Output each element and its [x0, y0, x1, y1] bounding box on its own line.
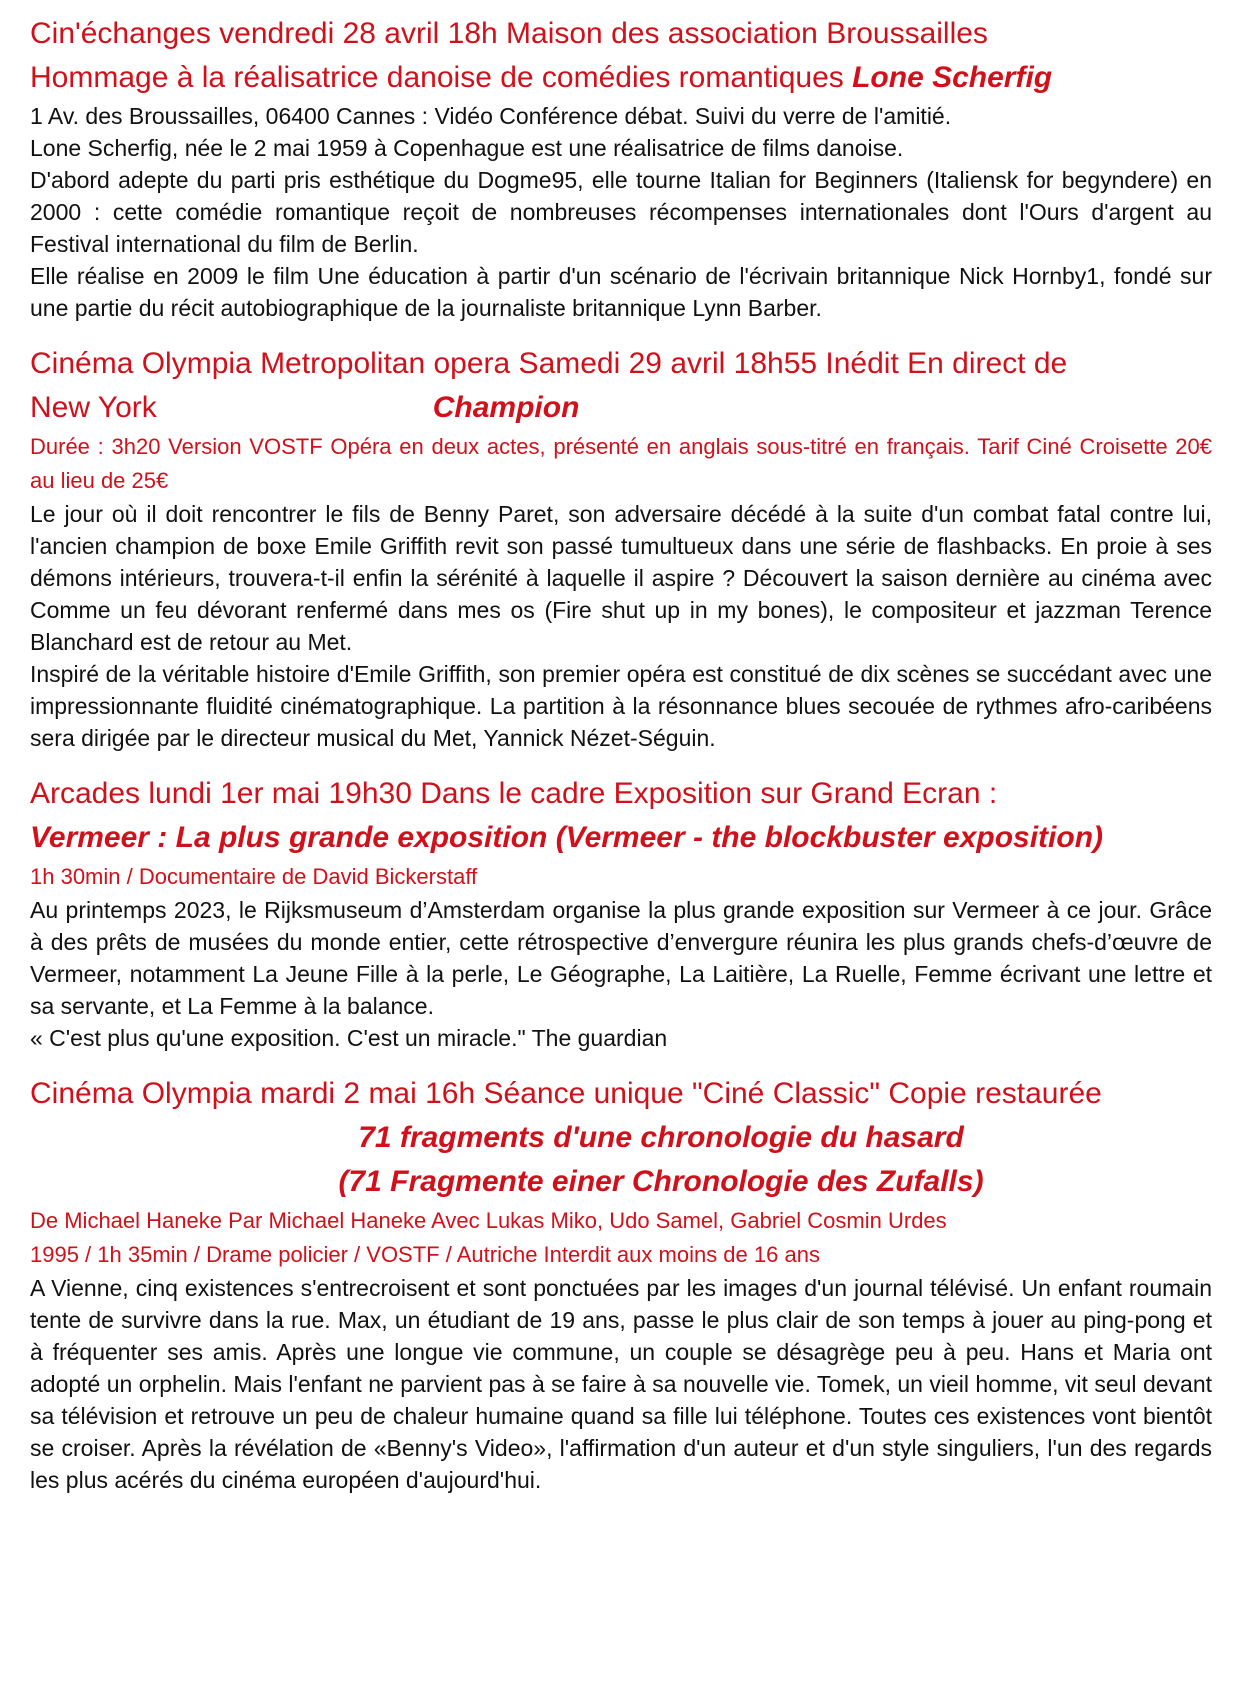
film-original-title: (71 Fragmente einer Chronologie des Zufalls) — [338, 1165, 984, 1198]
heading-text: Hommage à la réalisatrice danoise de comédies romantiques — [30, 61, 853, 94]
section-heading: Cinéma Olympia mardi 2 mai 16h Séance unique "Ciné Classic" Copie restaurée — [30, 1077, 1102, 1110]
event-section-haneke — [30, 1072, 1212, 1496]
event-section-cinechanges — [30, 12, 1212, 324]
director-name: Lone Scherfig — [852, 61, 1053, 94]
paragraph: Le jour où il doit rencontrer le fils de Benny Paret, son adversaire décédé à la suite d'un combat fatal contre lui, l'ancien champion de boxe Emile Griffith revit son passé tumultueux dans une série de flashbacks. En proie à ses démons intérieurs, trouvera-t-il enfin la sérénité à laquelle il aspire ? Découvert la saison dernière au cinéma avec Comme un feu dévorant renfermé dans mes os (Fire shut up in my bones), le compositeur et jazzman Terence Blanchard est de retour au Met. — [30, 501, 1212, 655]
section-heading: Cin'échanges vendredi 28 avril 18h Maison des association Broussailles — [30, 17, 988, 50]
section-heading-line2 — [30, 386, 1212, 430]
opera-title: Champion — [432, 391, 580, 424]
event-section-metropolitan-opera — [30, 342, 1212, 754]
film-details: 1995 / 1h 35min / Drame policier / VOSTF / Autriche Interdit aux moins de 16 ans — [30, 1242, 820, 1267]
section-heading: Cinéma Olympia Metropolitan opera Samedi 29 avril 18h55 Inédit En direct de — [30, 347, 1068, 380]
paragraph: 1 Av. des Broussailles, 06400 Cannes : Vidéo Conférence débat. Suivi du verre de l'amitié. — [30, 103, 952, 129]
quote: « C'est plus qu'une exposition. C'est un miracle." The guardian — [30, 1025, 668, 1051]
paragraph: Inspiré de la véritable histoire d'Emile Griffith, son premier opéra est constitué de dix scènes se succédant avec une impressionnante fluidité cinématographique. La partition à la résonnance blues secouée de rythmes afro-caribéens sera dirigée par le directeur musical du Met, Yannick Nézet-Séguin. — [30, 661, 1212, 751]
film-title-text: Vermeer : La plus grande exposition (Vermeer - the blockbuster exposition) — [30, 821, 1104, 854]
paragraph: A Vienne, cinq existences s'entrecroisent et sont ponctuées par les images d'un journal télévisé. Un enfant roumain tente de survivre dans la rue. Max, un étudiant de 19 ans, passe le plus clair de son temps à jouer au ping-pong et à fréquenter ses amis. Après une longue vie commune, un couple se désagrège peu à peu. Hans et Maria ont adopté un orphelin. Mais l'enfant ne parvient pas à se faire à sa nouvelle vie. Tomek, un vieil homme, vit seul devant sa télévision et retrouve un peu de chaleur humaine quand sa fille lui téléphone. Toutes ces existences vont bientôt se croiser. Après la révélation de «Benny's Video», l'affirmation d'un auteur et d'un style singuliers, l'un des regards les plus acérés du cinéma européen d'aujourd'hui. — [30, 1275, 1212, 1493]
event-details: 1h 30min / Documentaire de David Bickerstaff — [30, 864, 478, 889]
event-section-vermeer — [30, 772, 1212, 1054]
paragraph: Elle réalise en 2009 le film Une éducation à partir d'un scénario de l'écrivain britannique Nick Hornby1, fondé sur une partie du récit autobiographique de la journaliste britannique Lynn Barber. — [30, 263, 1212, 321]
section-heading: Arcades lundi 1er mai 19h30 Dans le cadre Exposition sur Grand Ecran : — [30, 777, 998, 810]
film-title — [30, 816, 1212, 860]
section-heading-line2 — [30, 56, 1212, 100]
heading-text: New York — [30, 391, 157, 424]
paragraph: D'abord adepte du parti pris esthétique du Dogme95, elle tourne Italian for Beginners (Italiensk for begyndere) en 2000 : cette comédie romantique reçoit de nombreuses récompenses internationales dont l'Ours d'argent au Festival international du film de Berlin. — [30, 167, 1212, 257]
paragraph: Lone Scherfig, née le 2 mai 1959 à Copenhague est une réalisatrice de films danoise. — [30, 135, 904, 161]
film-credits: De Michael Haneke Par Michael Haneke Avec Lukas Miko, Udo Samel, Gabriel Cosmin Urdes — [30, 1208, 947, 1233]
event-details: Durée : 3h20 Version VOSTF Opéra en deux actes, présenté en anglais sous-titré en français. Tarif Ciné Croisette 20€ au lieu de 25€ — [30, 434, 1212, 493]
paragraph: Au printemps 2023, le Rijksmuseum d’Amsterdam organise la plus grande exposition sur Vermeer à ce jour. Grâce à des prêts de musées du monde entier, cette rétrospective d’envergure réunira les plus grands chefs-d’œuvre de Vermeer, notamment La Jeune Fille à la perle, Le Géographe, La Laitière, La Ruelle, Femme écrivant une lettre et sa servante, et La Femme à la balance. — [30, 897, 1212, 1019]
film-title: 71 fragments d'une chronologie du hasard — [358, 1121, 964, 1154]
